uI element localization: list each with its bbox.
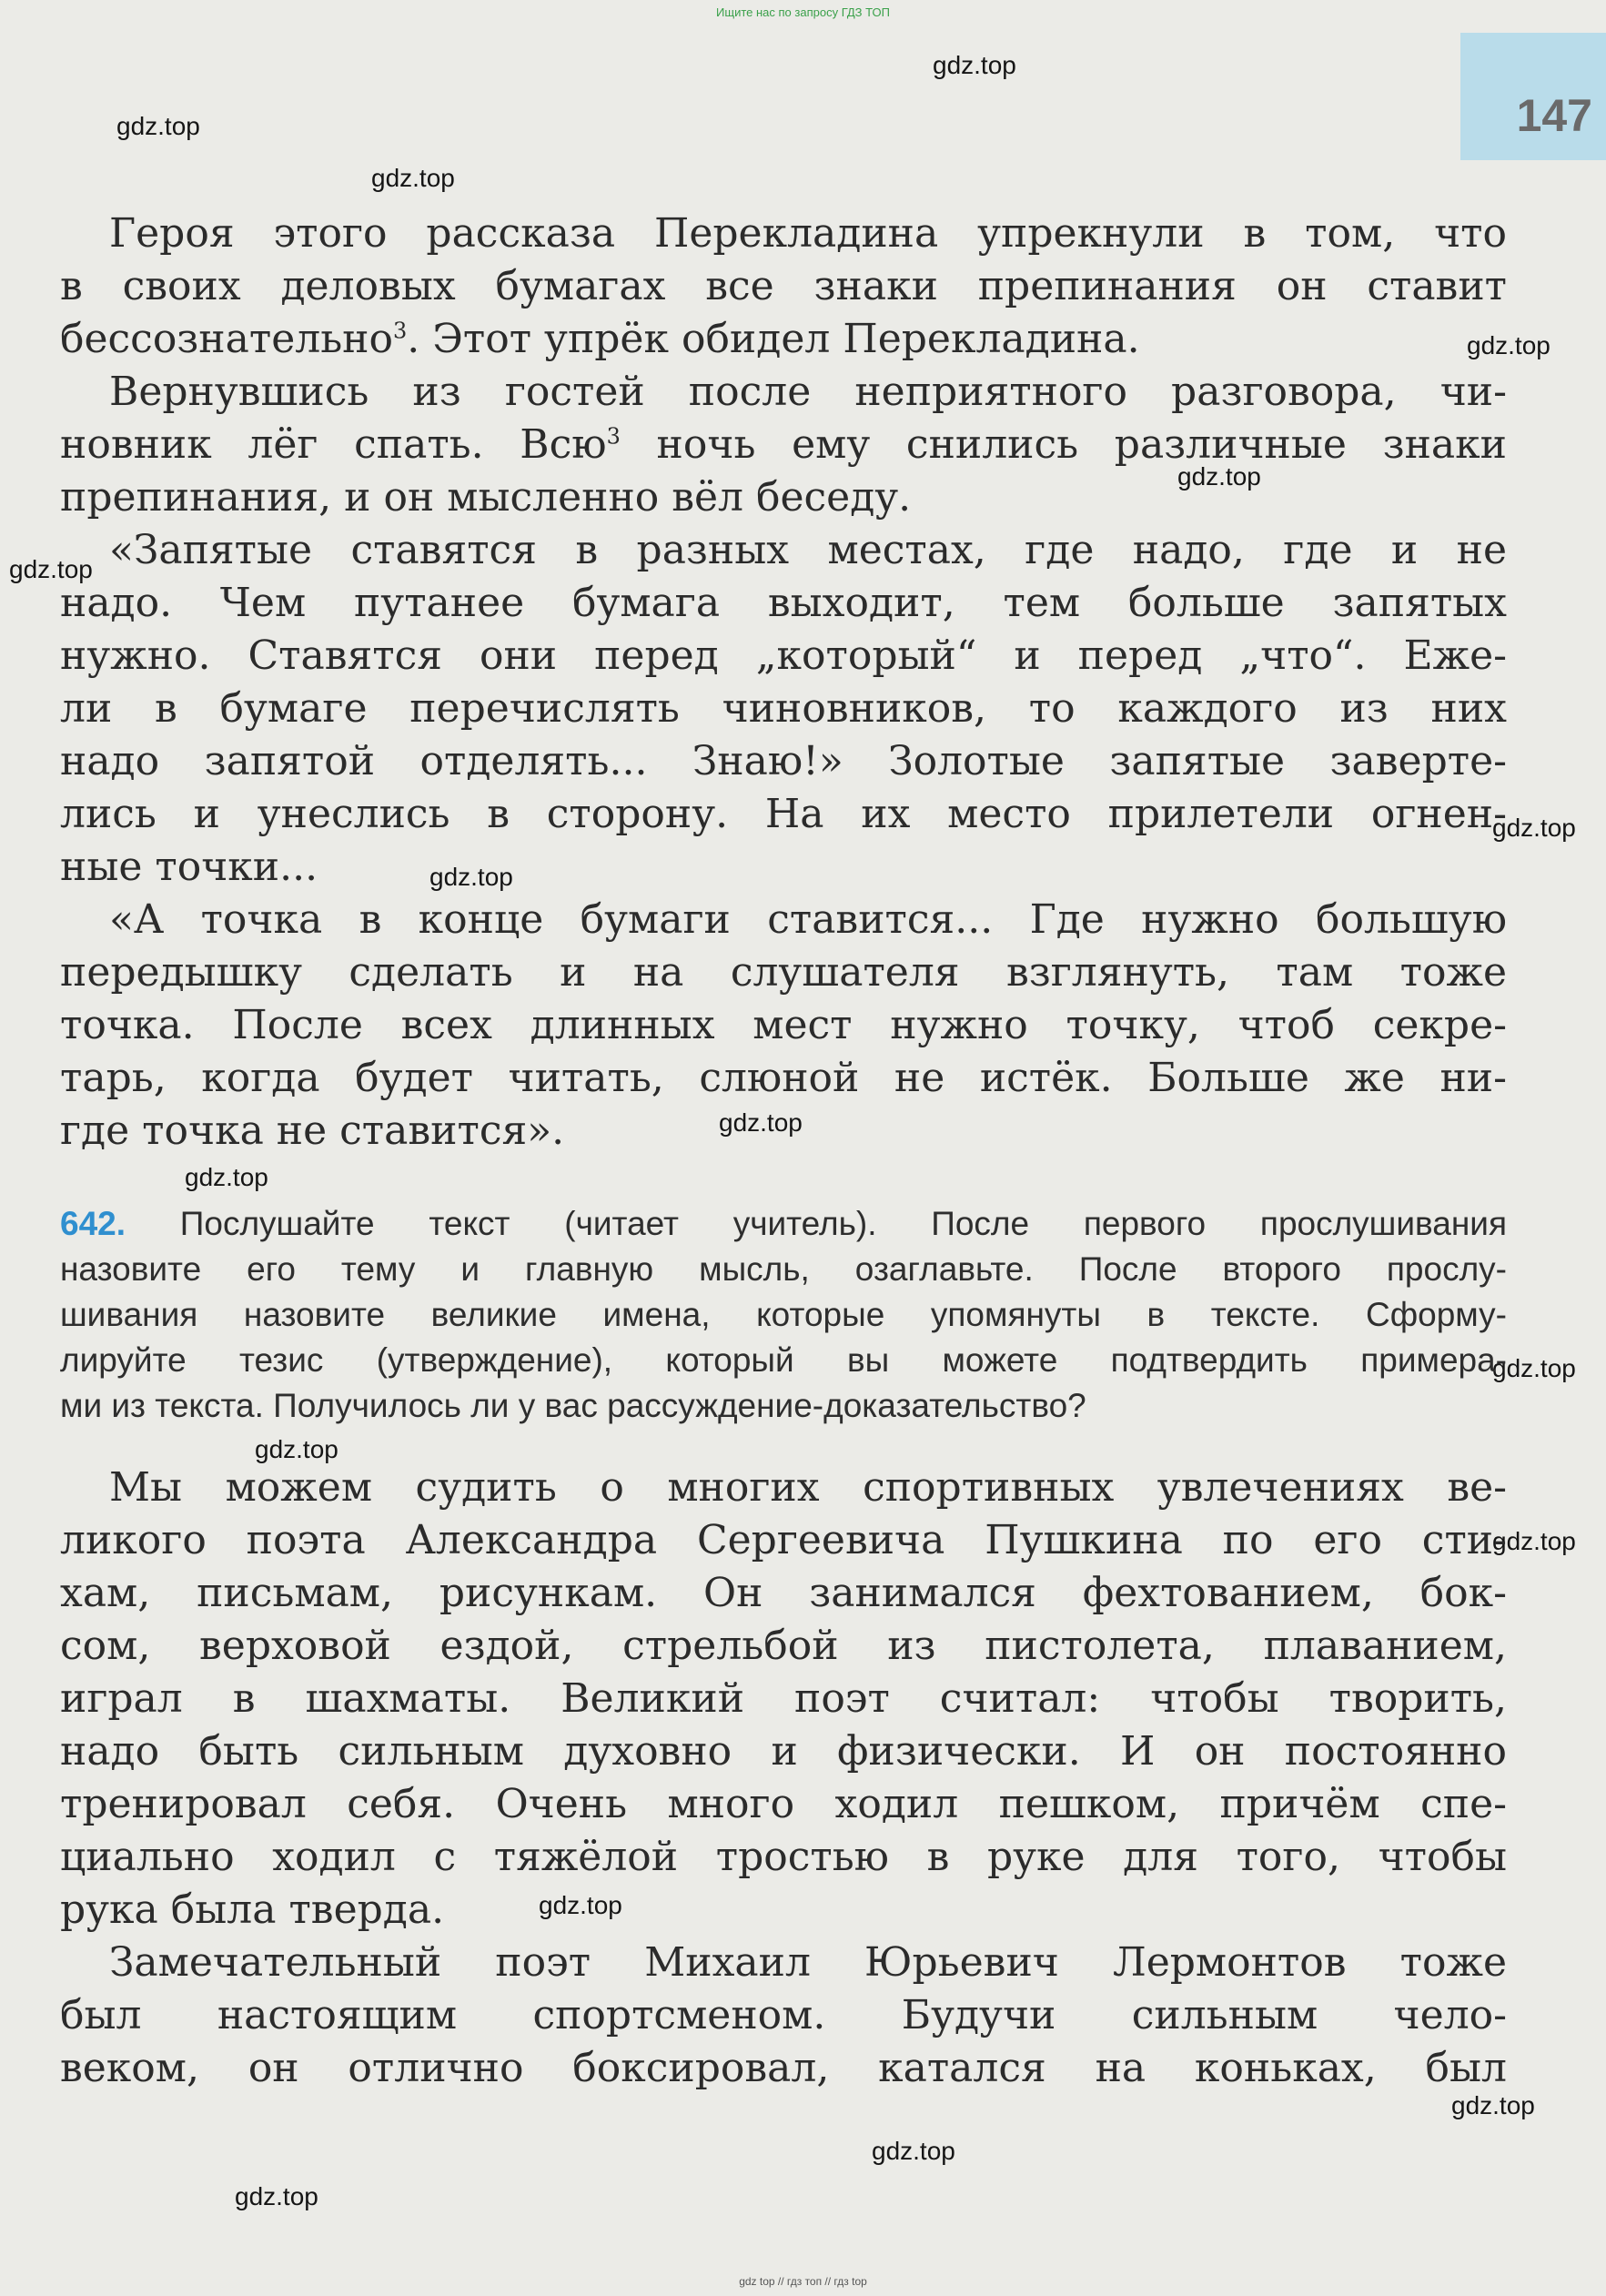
text-line: веком, он отлично боксировал, катался на коньках, был bbox=[60, 2045, 1507, 2091]
text-line: рука была тверда. bbox=[60, 1886, 445, 1933]
footnote-mark: 3 bbox=[392, 318, 408, 344]
watermark: gdz.top bbox=[235, 2182, 318, 2210]
text-line: «А точка в конце бумаги ставится... Где нужно большую bbox=[109, 896, 1507, 943]
watermark: gdz.top bbox=[1492, 1354, 1576, 1382]
text-line: Мы можем судить о многих спортивных увлечениях ве- bbox=[109, 1464, 1507, 1511]
task-number: 642. bbox=[60, 1205, 126, 1242]
watermark: gdz.top bbox=[116, 112, 200, 140]
header-note: Ищите нас по запросу ГДЗ ТОП bbox=[716, 5, 890, 19]
watermark: gdz.top bbox=[1467, 331, 1550, 359]
watermark: gdz.top bbox=[371, 164, 455, 192]
watermark: gdz.top bbox=[872, 2137, 955, 2165]
task-text: Послушайте текст (читает учитель). После первого прослушивания bbox=[126, 1205, 1507, 1242]
text-line: хам, письмам, рисункам. Он занимался фехтованием, бок- bbox=[60, 1570, 1507, 1616]
watermark: gdz.top bbox=[185, 1163, 268, 1191]
text-line: сом, верховой ездой, стрельбой из пистолета, плаванием, bbox=[60, 1623, 1507, 1669]
text-line: надо. Чем путанее бумага выходит, тем больше запятых bbox=[60, 580, 1507, 626]
text-line: передышку сделать и на слушателя взглянуть, там тоже bbox=[60, 949, 1507, 996]
page-number: 147 bbox=[1516, 90, 1592, 141]
task-line: ми из текста. Получилось ли у вас рассуждение-доказательство? bbox=[60, 1387, 1086, 1424]
text-line: играл в шахматы. Великий поэт считал: чтобы творить, bbox=[60, 1675, 1507, 1722]
task-line: лируйте тезис (утверждение), который вы можете подтвердить примера- bbox=[60, 1341, 1507, 1379]
text-line bbox=[60, 313, 1507, 366]
text-line: точка. После всех длинных мест нужно точку, чтоб секре- bbox=[60, 1002, 1507, 1048]
text-fragment: бессознательно bbox=[60, 316, 393, 362]
text-fragment: новник лёг спать. Всю bbox=[60, 421, 607, 468]
text-line: был настоящим спортсменом. Будучи сильным чело- bbox=[60, 1992, 1507, 2038]
text-line: надо быть сильным духовно и физически. И он постоянно bbox=[60, 1728, 1507, 1775]
task-line: шивания назовите великие имена, которые упомянуты в тексте. Сформу- bbox=[60, 1296, 1507, 1333]
watermark: gdz.top bbox=[255, 1435, 338, 1463]
text-line: циально ходил с тяжёлой тростью в руке для того, чтобы bbox=[60, 1834, 1507, 1880]
text-fragment: ночь ему снились различные знаки bbox=[620, 421, 1507, 468]
text-line: Замечательный поэт Михаил Юрьевич Лермонтов тоже bbox=[109, 1939, 1507, 1986]
watermark: gdz.top bbox=[719, 1108, 803, 1137]
watermark: gdz.top bbox=[429, 863, 513, 891]
footnote-mark: 3 bbox=[606, 423, 621, 450]
footer-note: gdz top // гдз топ // гдз top bbox=[739, 2275, 867, 2288]
text-line bbox=[60, 419, 1507, 471]
text-line: надо запятой отделять... Знаю!» Золотые запятые заверте- bbox=[60, 738, 1507, 784]
text-line: ные точки... bbox=[60, 844, 318, 890]
text-line: Вернувшись из гостей после неприятного разговора, чи- bbox=[109, 369, 1507, 415]
text-line: ликого поэта Александра Сергеевича Пушкина по его сти- bbox=[60, 1517, 1507, 1563]
text-line: тарь, когда будет читать, слюной не истёк. Больше же ни- bbox=[60, 1055, 1507, 1101]
text-line: где точка не ставится». bbox=[60, 1108, 565, 1154]
watermark: gdz.top bbox=[1177, 462, 1261, 491]
text-line: Героя этого рассказа Перекладина упрекнули в том, что bbox=[109, 210, 1507, 257]
text-fragment: . Этот упрёк обидел Перекладина. bbox=[407, 316, 1140, 362]
text-line: «Запятые ставятся в разных местах, где надо, где и не bbox=[109, 527, 1507, 573]
text-line: нужно. Ставятся они перед „который“ и перед „что“. Еже- bbox=[60, 632, 1507, 679]
text-line: в своих деловых бумагах все знаки препинания он ставит bbox=[60, 263, 1507, 309]
watermark: gdz.top bbox=[9, 555, 93, 583]
text-line: ли в бумаге перечислять чиновников, то каждого из них bbox=[60, 685, 1507, 732]
watermark: gdz.top bbox=[1451, 2091, 1535, 2119]
task-line bbox=[60, 1201, 1507, 1247]
watermark: gdz.top bbox=[1492, 814, 1576, 842]
task-line: назовите его тему и главную мысль, озаглавьте. После второго прослу- bbox=[60, 1250, 1507, 1288]
text-line: лись и унеслись в сторону. На их место прилетели огнен- bbox=[60, 791, 1507, 837]
watermark: gdz.top bbox=[1492, 1527, 1576, 1555]
watermark: gdz.top bbox=[933, 51, 1016, 79]
watermark: gdz.top bbox=[539, 1891, 622, 1919]
text-line: тренировал себя. Очень много ходил пешком, причём спе- bbox=[60, 1781, 1507, 1827]
text-line: препинания, и он мысленно вёл беседу. bbox=[60, 474, 912, 521]
